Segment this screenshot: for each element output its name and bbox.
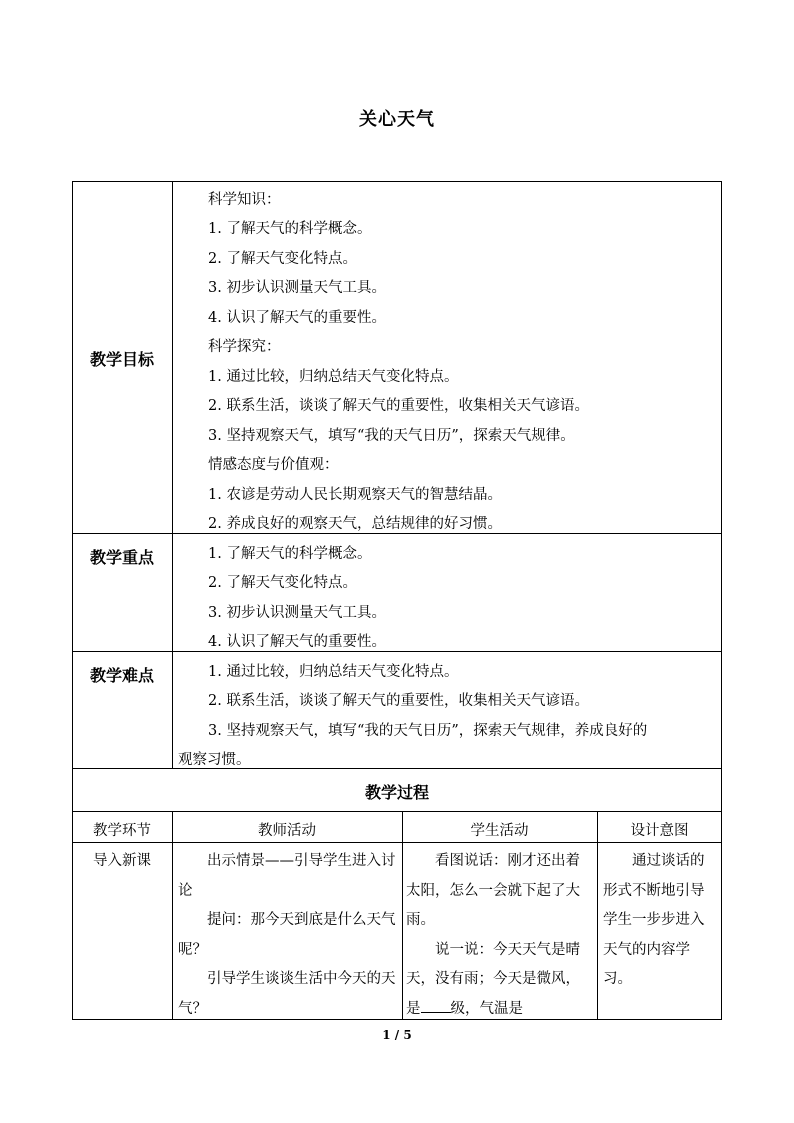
goals-line: 情感态度与价值观：: [208, 457, 339, 473]
row-divider: [72, 768, 722, 769]
row-divider: [72, 842, 722, 843]
student-text: 级，气温是: [450, 1000, 523, 1017]
row-divider: [72, 651, 722, 652]
col-header-student: 学生活动: [470, 823, 529, 839]
page-title: 关心天气: [359, 109, 435, 130]
row-divider: [72, 811, 722, 812]
col-header-teacher: 教师活动: [258, 823, 316, 839]
goals-line: 1. 农谚是劳动人民长期观察天气的智慧结晶。: [208, 487, 502, 503]
goals-line: 2. 了解天气变化特点。: [208, 251, 357, 267]
goals-line: 科学知识：: [208, 192, 281, 208]
key-points-label: 教学重点: [89, 548, 154, 567]
student-activity-cell: [406, 847, 590, 1024]
col-divider: [402, 811, 403, 1020]
difficulty-line: 2. 联系生活，谈谈了解天气的重要性，收集相关天气谚语。: [208, 693, 589, 709]
teacher-paragraph: 出示情景——引导学生进入讨论: [178, 853, 396, 899]
goals-line: 2. 联系生活，谈谈了解天气的重要性，收集相关天气谚语。: [208, 398, 589, 414]
difficulty-line: 3. 坚持观察天气，填写“我的天气日历”，探索天气规律，养成良好的: [208, 723, 648, 739]
teacher-paragraph: 引导学生谈谈生活中今天的天气？: [178, 971, 396, 1017]
col-divider: [172, 181, 173, 768]
goals-line: 3. 坚持观察天气，填写“我的天气日历”，探索天气规律。: [208, 428, 575, 444]
fill-blank: [421, 998, 451, 1013]
difficulty-line: 1. 通过比较，归纳总结天气变化特点。: [208, 664, 459, 680]
goals-line: 4. 认识了解天气的重要性。: [208, 310, 386, 326]
key-point-line: 2. 了解天气变化特点。: [208, 575, 357, 591]
col-divider: [597, 811, 598, 1020]
goals-line: 3. 初步认识测量天气工具。: [208, 280, 386, 296]
goals-line: 科学探究：: [208, 339, 281, 355]
key-point-line: 3. 初步认识测量天气工具。: [208, 605, 386, 621]
student-text: 说一说：今天天气是晴天，没有雨；今天是微风，是: [406, 941, 580, 1017]
col-header-stage: 教学环节: [93, 823, 151, 839]
goals-line: 1. 通过比较，归纳总结天气变化特点。: [208, 369, 459, 385]
student-paragraph: [406, 936, 590, 1025]
key-point-line: 4. 认识了解天气的重要性。: [208, 634, 386, 650]
goals-line: 2. 养成良好的观察天气，总结规律的好习惯。: [208, 516, 502, 532]
process-title: 教学过程: [364, 783, 429, 802]
difficulties-label: 教学难点: [89, 666, 154, 685]
difficulty-line: 观察习惯。: [178, 752, 251, 768]
student-paragraph: 看图说话：刚才还出着太阳，怎么一会就下起了大雨。: [406, 853, 580, 928]
teacher-activity-cell: [178, 847, 396, 1024]
col-divider: [172, 811, 173, 1020]
intent-cell: [603, 847, 705, 995]
page-number: 1 / 5: [382, 1028, 412, 1042]
col-header-intent: 设计意图: [630, 823, 689, 839]
goals-line: 1. 了解天气的科学概念。: [208, 221, 372, 237]
intent-paragraph: 通过谈话的形式不断地引导学生一步步进入天气的内容学习。: [603, 853, 705, 987]
key-point-line: 1. 了解天气的科学概念。: [208, 546, 372, 562]
teacher-paragraph: 提问：那今天到底是什么天气呢？: [178, 912, 396, 958]
goals-label: 教学目标: [89, 350, 154, 369]
stage-cell: 导入新课: [93, 853, 151, 869]
